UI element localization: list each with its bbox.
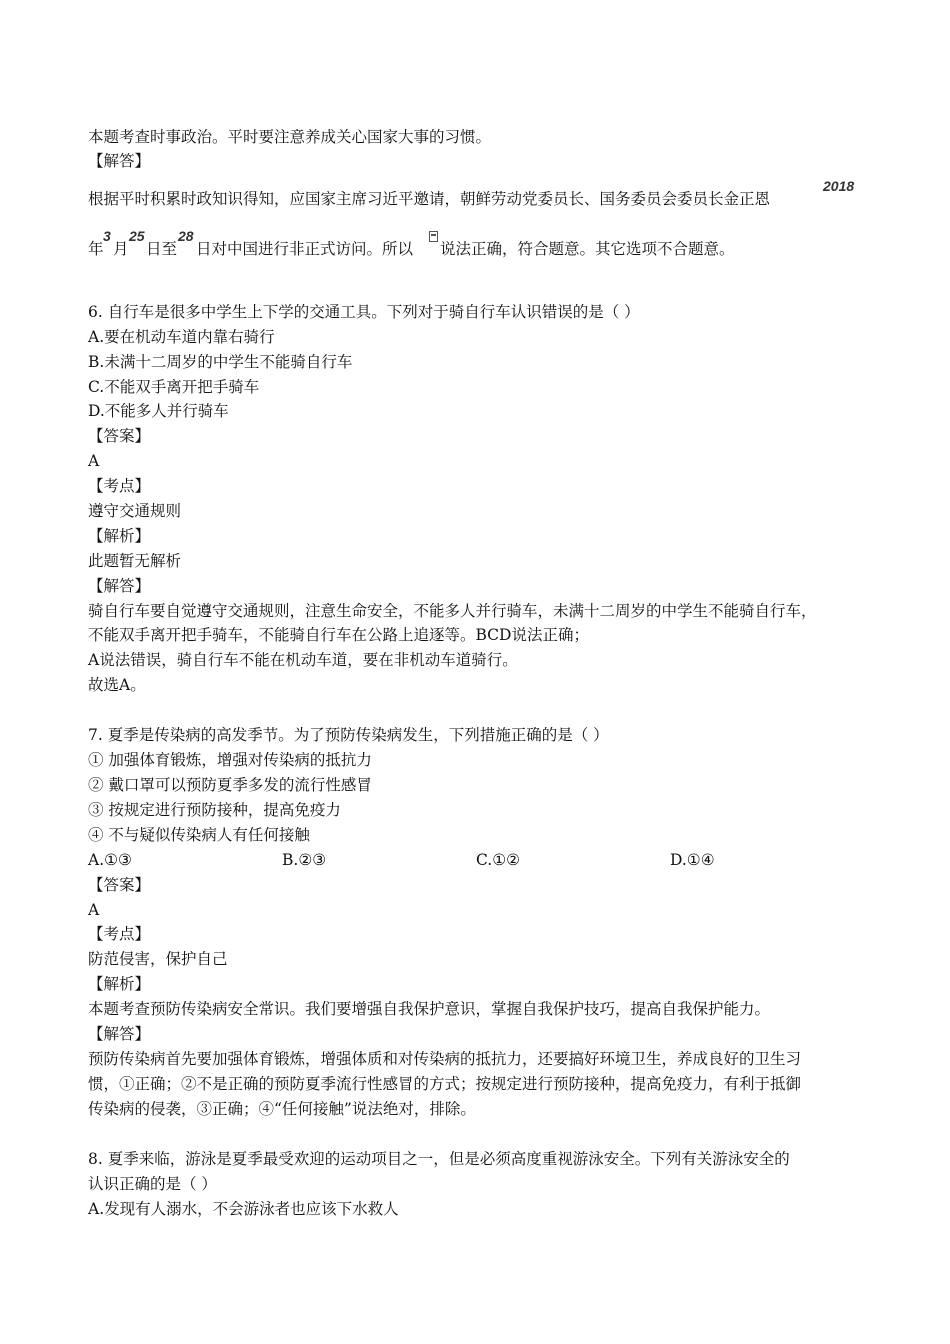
q6-option-b: B.未满十二周岁的中学生不能骑自行车 xyxy=(88,353,353,371)
q7-item-2: ② 戴口罩可以预防夏季多发的流行性感冒 xyxy=(88,776,372,794)
q6-point-label: 【考点】 xyxy=(88,477,151,495)
prev-analysis-text: 本题考查时事政治。平时要注意养成关心国家大事的习惯。 xyxy=(88,128,492,146)
prev-answer-heading: 【解答】 xyxy=(88,152,151,170)
q7-solution-line-2: 惯，①正确；②不是正确的预防夏季流行性感冒的方式；按规定进行预防接种，提高免疫力，有利于抵御 xyxy=(88,1075,802,1093)
q7-option-b: B.②③ xyxy=(282,851,327,869)
q6-analysis: 此题暂无解析 xyxy=(88,552,182,570)
q7-solution-line-1: 预防传染病首先要加强体育锻炼，增强体质和对传染病的抵抗力，还要搞好环境卫生，养成良好的卫生习 xyxy=(88,1050,802,1068)
q7-analysis: 本题考查预防传染病安全常识。我们要增强自我保护意识，掌握自我保护技巧，提高自我保护能力。 xyxy=(88,1000,771,1018)
prev-answer-line-1: 根据平时积累时政知识得知，应国家主席习近平邀请，朝鲜劳动党委员长、国务委员会委员长金正恩 xyxy=(88,190,771,208)
q6-option-a: A.要在机动车道内靠右骑行 xyxy=(88,328,275,346)
q8-option-a: A.发现有人溺水，不会游泳者也应该下水救人 xyxy=(88,1200,399,1218)
q7-answer-label: 【答案】 xyxy=(88,876,151,894)
ri-zhi-chars: 日至 xyxy=(146,240,178,258)
answer-line-2-rest: 日对中国进行非正式访问。所以 xyxy=(196,240,414,258)
day-from-superscript: 25 xyxy=(129,228,145,244)
q7-option-c: C.①② xyxy=(476,851,521,869)
q7-point: 防范侵害，保护自己 xyxy=(88,950,228,968)
yue-char: 月 xyxy=(113,240,129,258)
q7-solution-line-3: 传染病的侵袭，③正确；④“任何接触”说法绝对，排除。 xyxy=(88,1100,476,1118)
q7-option-a: A.①③ xyxy=(88,851,132,869)
q8-stem-line-1: 8. 夏季来临，游泳是夏季最受欢迎的运动项目之一，但是必须高度重视游泳安全。下列有关游泳安全的 xyxy=(88,1150,790,1168)
missing-image-icon xyxy=(429,231,438,242)
q6-stem: 6. 自行车是很多中学生上下学的交通工具。下列对于骑自行车认识错误的是（ ） xyxy=(88,303,640,321)
q6-solution-line-2: 不能双手离开把手骑车，不能骑自行车在公路上追逐等。BCD说法正确； xyxy=(88,626,589,644)
q6-solution-line-4: 故选A。 xyxy=(88,676,146,694)
q7-analysis-label: 【解析】 xyxy=(88,975,151,993)
q6-answer: A xyxy=(88,452,100,470)
q7-item-4: ④ 不与疑似传染病人有任何接触 xyxy=(88,826,310,844)
q6-solution-line-1: 骑自行车要自觉遵守交通规则，注意生命安全，不能多人并行骑车，未满十二周岁的中学生不能骑自行车， xyxy=(88,602,817,620)
q7-stem: 7. 夏季是传染病的高发季节。为了预防传染病发生，下列措施正确的是（ ） xyxy=(88,726,609,744)
year-superscript: 2018 xyxy=(823,178,855,194)
q7-point-label: 【考点】 xyxy=(88,925,151,943)
month-superscript: 3 xyxy=(103,228,111,244)
q7-item-1: ① 加强体育锻炼，增强对传染病的抵抗力 xyxy=(88,751,372,769)
prev-answer-line-2 xyxy=(88,239,104,259)
q7-solution-label: 【解答】 xyxy=(88,1025,151,1043)
answer-line-2-end: 说法正确，符合题意。其它选项不合题意。 xyxy=(440,240,735,258)
q6-point: 遵守交通规则 xyxy=(88,502,182,520)
q7-item-3: ③ 按规定进行预防接种，提高免疫力 xyxy=(88,801,341,819)
q8-stem-line-2: 认识正确的是（ ） xyxy=(88,1175,217,1193)
q6-solution-line-3: A说法错误，骑自行车不能在机动车道，要在非机动车道骑行。 xyxy=(88,651,518,669)
q6-option-d: D.不能多人并行骑车 xyxy=(88,402,229,420)
q7-option-d: D.①④ xyxy=(670,851,715,869)
q6-analysis-label: 【解析】 xyxy=(88,527,151,545)
q6-option-c: C.不能双手离开把手骑车 xyxy=(88,378,260,396)
q7-answer: A xyxy=(88,901,100,919)
q6-solution-label: 【解答】 xyxy=(88,577,151,595)
day-to-superscript: 28 xyxy=(178,228,194,244)
nian-char: 年 xyxy=(88,240,104,258)
q6-answer-label: 【答案】 xyxy=(88,427,151,445)
